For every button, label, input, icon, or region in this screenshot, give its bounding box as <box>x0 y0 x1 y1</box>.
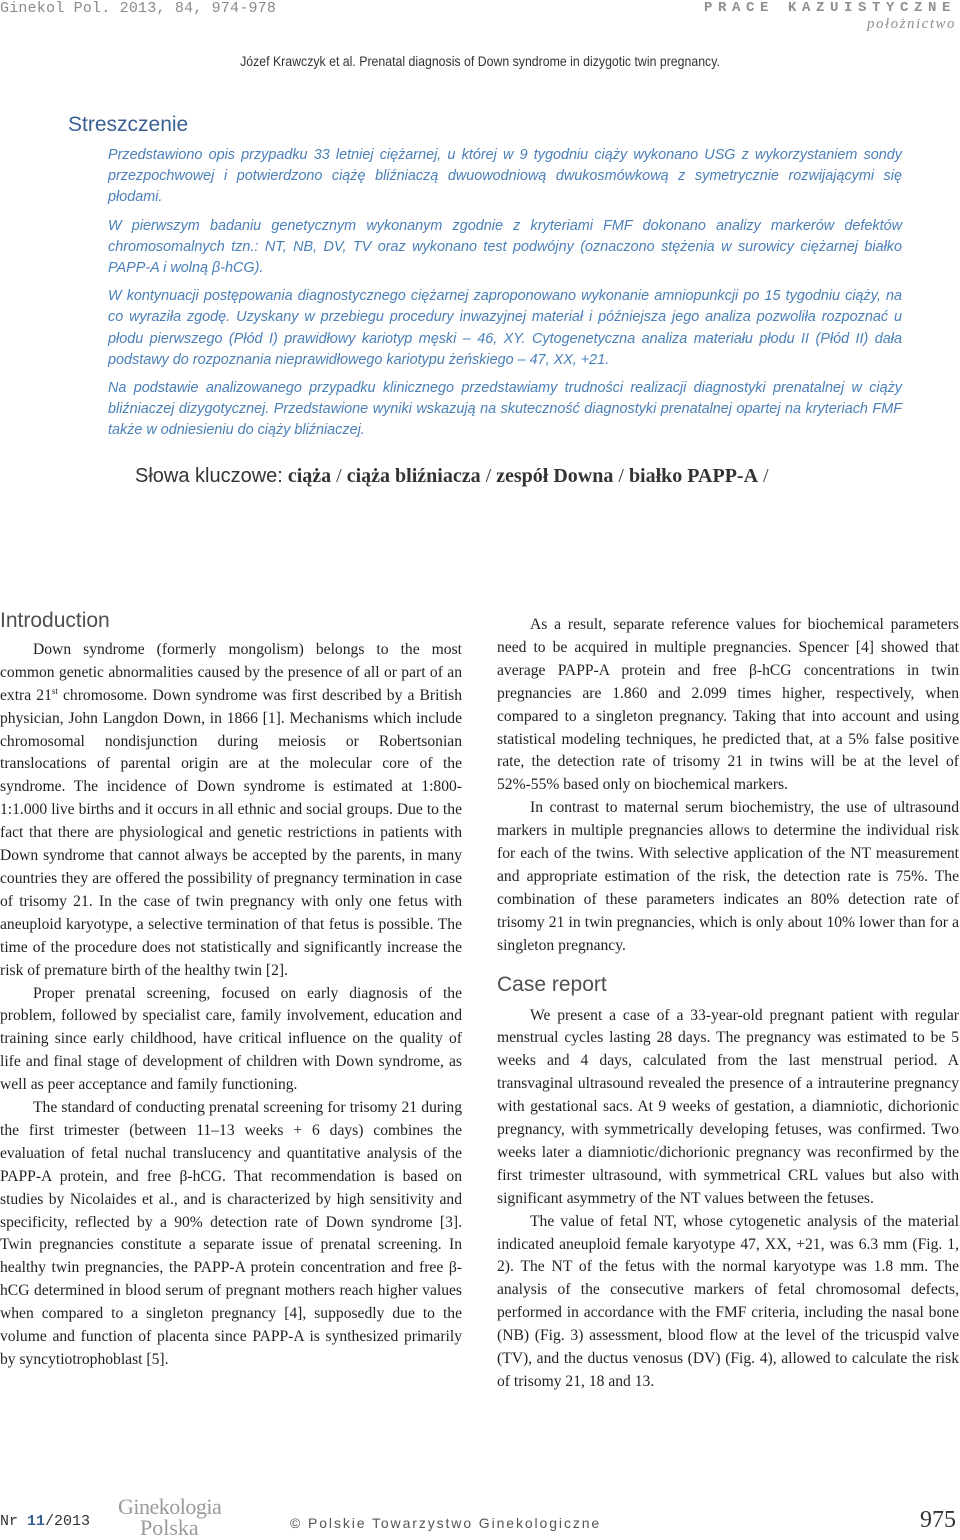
abstract-body <box>108 145 902 449</box>
abstract-paragraph: Przedstawiono opis przypadku 33 letniej ciężarnej, u której w 9 tygodniu ciąży wykonano USG z wykorzystaniem sondy przezpochwowej i potwierdzono ciążę bliźniaczą dwuowodniową dwukosmówkową z symetrycznie rozwijającymi się płodami. <box>108 147 902 206</box>
journal-logo <box>118 1496 238 1538</box>
issue-number <box>0 1513 90 1530</box>
body-paragraph: The standard of conducting prenatal screening for trisomy 21 during the first trimester (between 11–13 weeks + 6 days) combines the evaluation of fetal nuchal translucency and quantitative analysis of the PAPP-A protein, and free β-hCG. That recommendation is based on studies by Nicolaides et al., and is characterized by high sensitivity and specificity, reflected by a 90% detection rate of Down syndrome [3]. Twin pregnancies constitute a separate issue of prenatal screening. In healthy twin pregnancies, the PAPP-A protein concentration and free β-hCG determined in blood serum of pregnant mothers reach higher values when compared to a singleton pregnancy [4], supposedly due to the volume and function of placenta since PAPP-A is synthesized primarily by syncytiotrophoblast [5]. <box>0 1099 462 1368</box>
text-run: Down syndrome (formerly mongolism) belongs to the most common genetic abnormalities caused by the presence of all or part of an extra 21 <box>0 640 462 704</box>
keyword-separator: / <box>485 465 492 487</box>
logo-line-1: Ginekologia <box>118 1494 222 1519</box>
section-header <box>704 0 956 33</box>
section-heading-case-report: Case report <box>497 972 607 996</box>
right-column <box>497 614 959 1394</box>
body-paragraph: In contrast to maternal serum biochemistry, the use of ultrasound markers in multiple pregnancies allows to determine the individual risk for each of the twins. With selective application of the NT measurement and appropriate estimation of the risk, the detection rate is 75%. The combination of these parameters indicates an 80% detection rate of trisomy 21 in twin pregnancies, which is only about 10% lower than for a singleton pregnancy. <box>497 799 959 954</box>
page-number: 975 <box>920 1507 956 1533</box>
copyright-society: © Polskie Towarzystwo Ginekologiczne <box>290 1515 602 1531</box>
journal-citation: Ginekol Pol. 2013, 84, 974-978 <box>0 0 277 17</box>
superscript: st <box>51 685 58 696</box>
section-label: PRACE KAZUISTYCZNE <box>703 0 956 16</box>
abstract-title: Streszczenie <box>68 113 189 136</box>
keyword: ciąża <box>287 465 332 487</box>
issue-year: /2013 <box>45 1513 91 1530</box>
keywords <box>135 465 769 488</box>
body-paragraph: The value of fetal NT, whose cytogenetic analysis of the material indicated aneuploid female karyotype 47, XX, +21, was 6.3 mm (Fig. 1, 2). The NT of the fetus with the normal karyotype was 1.8 mm. The analysis of the consecutive markers of fetal chromosomal defects, performed in accordance with the FMF criteria, including the nasal bone (NB) (Fig. 3) assessment, blood flow at the level of the tricuspid valve (TV), and the ductus venosus (DV) (Fig. 4), allowed to calculate the risk of trisomy 21, 18 and 13. <box>497 1212 959 1390</box>
running-title: Józef Krawczyk et al. Prenatal diagnosis of Down syndrome in dizygotic twin pregnancy. <box>240 53 720 69</box>
keyword-separator: / <box>618 465 624 487</box>
text-run: chromosome. Down syndrome was first described by a British physician, John Langdon Down, in 1866 [1]. Mechanisms which include chromosomal nondisjunction during meiosis or Robertsonian translocations of parental origin are at the molecular core of the syndrome. The incidence of Down syndrome is estimated at 1:800-1:1.000 live births and it occurs in all ethnic and social groups. Due to the fact that there are physiological and genetic restrictions in patients with Down syndrome that cannot always be accepted by the parents, in many countries they are offered the possibility of pregnancy termination in case of trisomy 21. In the case of twin pregnancy with only one fetus with aneuploid karyotype, a selective termination of that fetus is possible. The time of the procedure does not statistically and significantly increase the risk of premature birth of the healthy twin [2]. <box>0 686 462 979</box>
keywords-label: Słowa kluczowe: <box>135 465 283 487</box>
keyword-separator: / <box>763 465 769 487</box>
keyword: białko PAPP-A <box>628 465 759 487</box>
keyword: ciąża bliźniacza <box>346 465 481 487</box>
abstract-paragraph: W kontynuacji postępowania diagnostycznego ciężarnej zaproponowano wykonanie amniopunkcji po 15 tygodniu ciąży, na co wyraziła zgodę. Uzyskany w przebiegu procedury inwazyjnej materiał i późniejsza jego analiza pozwoliła rozpoznać u płodu pierwszego (Płód I) prawidłowy kariotyp męski – 46, XY. Cytogenetyczna analiza materiału płodu II (Płód II) dała podstawy do rozpoznania nieprawidłowego kariotypu żeńskiego – 47, XX, +21. <box>108 288 902 368</box>
section-heading-introduction: Introduction <box>0 609 110 632</box>
keyword: zespół Downa <box>496 465 614 487</box>
abstract-paragraph: Na podstawie analizowanego przypadku klinicznego przedstawiamy trudności realizacji diagnostyki prenatalnej w ciąży bliźniaczej dizygotycznej. Przedstawione wyniki wskazują na skuteczność diagnostyki prenatalnej opartej na kryteriach FMF także w odniesieniu do ciąży bliźniaczej. <box>108 380 902 439</box>
body-paragraph <box>0 639 462 983</box>
subsection-label: położnictwo <box>866 16 956 32</box>
logo-line-2: Polska <box>140 1515 199 1540</box>
issue-number-value: 11 <box>27 1513 46 1530</box>
abstract-paragraph: W pierwszym badaniu genetycznym wykonanym zgodnie z kryteriami FMF dokonano analizy markerów defektów chromosomalnych tzn.: NT, NB, DV, TV oraz wykonano test podwójny (oznaczono stężenia w surowicy ciężarnej białko PAPP-A i wolną β-hCG). <box>108 217 902 277</box>
body-paragraph: We present a case of a 33-year-old pregnant patient with regular menstrual cycles lasting 28 days. The pregnancy was estimated to be 5 weeks and 4 days, calculated from the last menstrual period. A transvaginal ultrasound revealed the presence of a intrauterine pregnancy with gestational sacs. At 9 weeks of gestation, a diamniotic, dichorionic pregnancy, with symmetrically developing fetuses, was confirmed. Two weeks later a diamniotic/dichorionic pregnancy was reconfirmed by the first trimester ultrasound, with symmetrical CRL values but also with significant asymmetry of the NT values between the fetuses. <box>497 1006 959 1207</box>
keyword-separator: / <box>336 465 342 487</box>
body-paragraph: As a result, separate reference values for biochemical parameters need to be acquired in multiple pregnancies. Spencer [4] showed that average PAPP-A protein and free β-hCG concentrations in twin pregnancies are 1.860 and 2.099 times higher, respectively, when compared to a singleton pregnancy. Taking that into account and using statistical modeling techniques, he predicted that, at a 5% false positive rate, the detection rate of trisomy 21 in twins will be at the level of 52%-55% based only on biochemical markers. <box>497 616 959 794</box>
left-column <box>0 610 462 1372</box>
body-paragraph: Proper prenatal screening, focused on early diagnosis of the problem, followed by specialist care, family involvement, education and training since early childhood, have critical influence on the quality of life and final stage of development of children with Down syndrome, as well as peer acceptance and family functioning. <box>0 984 462 1094</box>
issue-prefix: Nr <box>0 1513 28 1530</box>
